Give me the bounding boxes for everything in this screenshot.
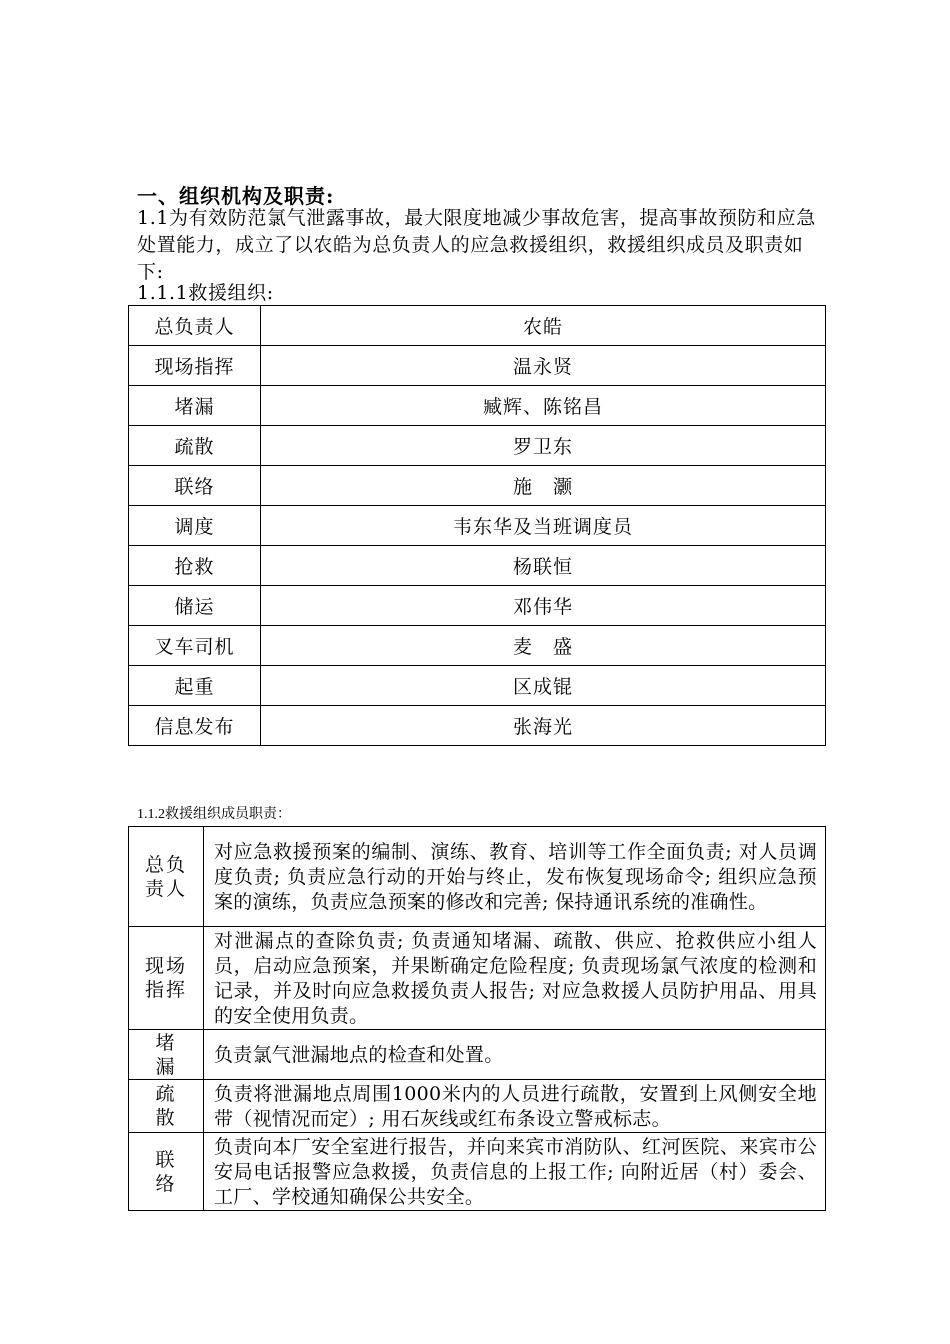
- table-row: [129, 386, 826, 426]
- role-cell: 抢救: [129, 546, 261, 586]
- person-cell: 农皓: [261, 306, 826, 346]
- role-cell: 信息发布: [129, 706, 261, 746]
- role-cell: 现场指挥: [129, 346, 261, 386]
- person-cell: 张海光: [261, 706, 826, 746]
- role-cell: 联 络: [129, 1133, 204, 1211]
- person-cell: 臧辉、陈铭昌: [261, 386, 826, 426]
- duty-cell: 负责向本厂安全室进行报告，并向来宾市消防队、红河医院、来宾市公安局电话报警应急救援，负责信息的上报工作; 向附近居（村）委会、工厂、学校通知确保公共安全。: [204, 1133, 826, 1211]
- role-cell: 堵漏: [129, 386, 261, 426]
- duty-cell: 负责氯气泄漏地点的检查和处置。: [204, 1030, 826, 1080]
- table-row: [129, 306, 826, 346]
- table-row: [129, 827, 826, 927]
- section-heading: 一、组织机构及职责:: [137, 184, 335, 208]
- person-cell: 邓伟华: [261, 586, 826, 626]
- table-row: [129, 666, 826, 706]
- table-row: [129, 506, 826, 546]
- role-cell: 叉车司机: [129, 626, 261, 666]
- table-row: [129, 346, 826, 386]
- role-cell: 堵 漏: [129, 1030, 204, 1080]
- org-section-title: 1.1.1救援组织:: [137, 282, 274, 304]
- duty-cell: 负责将泄漏地点周围1000米内的人员进行疏散，安置到上风侧安全地带（视情况而定）; 用石灰线或红布条设立警戒标志。: [204, 1080, 826, 1133]
- table-row: [129, 546, 826, 586]
- role-cell: 调度: [129, 506, 261, 546]
- duty-section-title: 1.1.2救援组织成员职责：: [137, 807, 291, 822]
- role-cell: 总负 责人: [129, 827, 204, 927]
- role-cell: 疏 散: [129, 1080, 204, 1133]
- member-duties-table: [128, 826, 826, 1211]
- person-cell: 麦 盛: [261, 626, 826, 666]
- table-row: [129, 1030, 826, 1080]
- role-cell: 起重: [129, 666, 261, 706]
- person-cell: 罗卫东: [261, 426, 826, 466]
- rescue-organization-table: [128, 305, 826, 746]
- duty-cell: 对应急救援预案的编制、演练、教育、培训等工作全面负责; 对人员调度负责; 负责应急行动的开始与终止，发布恢复现场命令; 组织应急预案的演练，负责应急预案的修改和完善; 保持通讯系统的准确性。: [204, 827, 826, 927]
- table-row: [129, 1080, 826, 1133]
- person-cell: 韦东华及当班调度员: [261, 506, 826, 546]
- intro-paragraph: 1.1为有效防范氯气泄露事故，最大限度地减少事故危害，提高事故预防和应急处置能力，成立了以农皓为总负责人的应急救援组织，救援组织成员及职责如下:: [137, 207, 816, 283]
- person-cell: 杨联恒: [261, 546, 826, 586]
- table-row: [129, 1133, 826, 1211]
- role-cell: 现场 指挥: [129, 927, 204, 1030]
- table-row: [129, 626, 826, 666]
- table-row: [129, 927, 826, 1030]
- table-row: [129, 426, 826, 466]
- role-cell: 疏散: [129, 426, 261, 466]
- role-cell: 联络: [129, 466, 261, 506]
- person-cell: 温永贤: [261, 346, 826, 386]
- role-cell: 总负责人: [129, 306, 261, 346]
- person-cell: 施 灏: [261, 466, 826, 506]
- table-row: [129, 706, 826, 746]
- table-row: [129, 586, 826, 626]
- role-cell: 储运: [129, 586, 261, 626]
- duty-cell: 对泄漏点的查除负责; 负责通知堵漏、疏散、供应、抢救供应小组人员，启动应急预案，并果断确定危险程度; 负责现场氯气浓度的检测和记录，并及时向应急救援负责人报告; 对应急救援人员防护用品、用具的安全使用负责。: [204, 927, 826, 1030]
- person-cell: 区成锟: [261, 666, 826, 706]
- table-row: [129, 466, 826, 506]
